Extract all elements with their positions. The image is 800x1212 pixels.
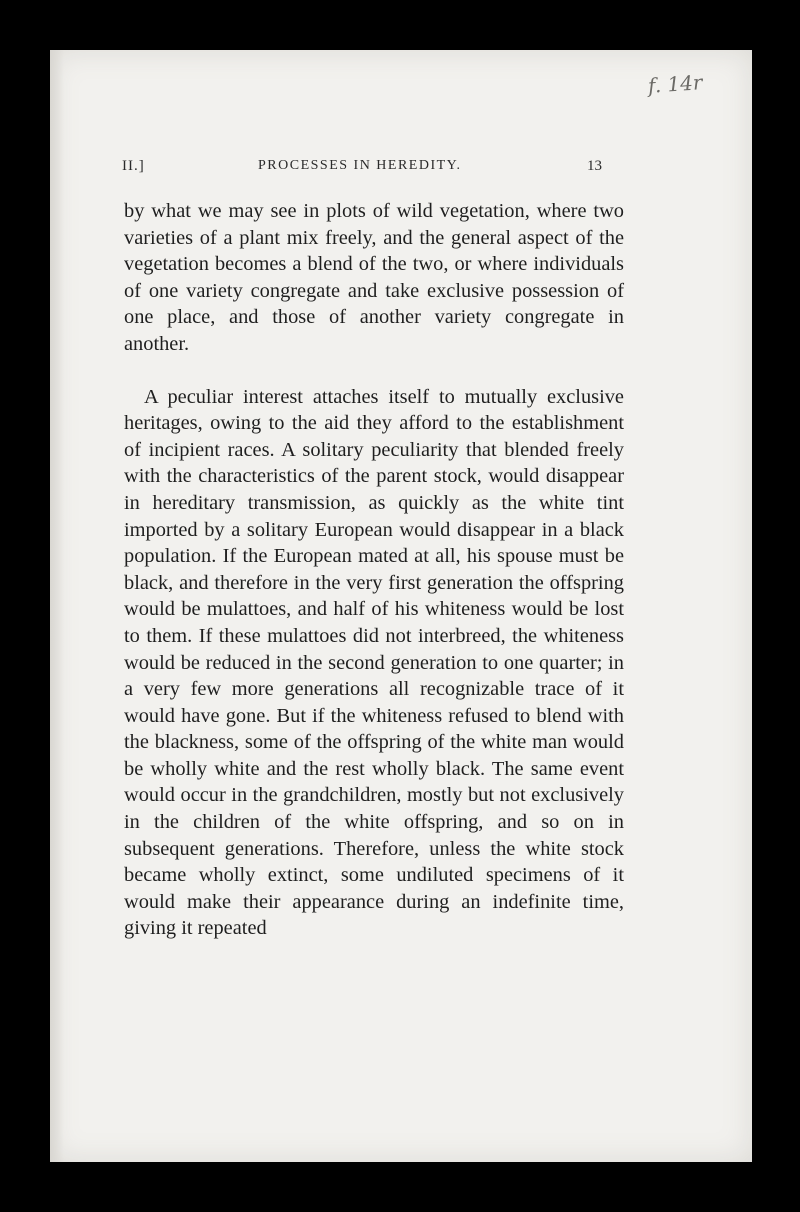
handwritten-folio-note: f. 14r [647, 70, 704, 98]
page-edge-shadow [50, 50, 64, 1162]
book-page [50, 50, 752, 1162]
paragraph: by what we may see in plots of wild vegetation, where two varieties of a plant mix freely, and the general aspect of the vegetation becomes a blend of the two, or where individuals of one variety congregate and take exclusive possession of one place, and those of another variety congregate in another. [124, 200, 624, 355]
body-text [124, 198, 624, 942]
running-head [122, 158, 602, 180]
running-title: PROCESSES IN HEREDITY. [258, 158, 462, 173]
page-number: 13 [587, 158, 602, 174]
paragraph: A peculiar interest attaches itself to mutually exclusive heritages, owing to the aid they afford to the establishment of incipient races. A solitary peculiarity that blended freely with the characteristics of the parent stock, would disappear in hereditary transmission, as quickly as the white tint imported by a solitary European would disappear in a black population. If the European mated at all, his spouse must be black, and therefore in the very first generation the offspring would be mulattoes, and half of his whiteness would be lost to them. If these mulattoes did not interbreed, the whiteness would be reduced in the second generation to one quarter; in a very few more generations all recognizable trace of it would have gone. But if the whiteness refused to blend with the blackness, some of the offspring of the white man would be wholly white and the rest wholly black. The same event would occur in the grandchildren, mostly but not exclusively in the children of the white offspring, and so on in subsequent generations. Therefore, unless the white stock became wholly extinct, some undiluted specimens of it would make their appearance during an indefinite time, giving it repeated [124, 385, 624, 940]
chapter-marker: II.] [122, 158, 145, 174]
